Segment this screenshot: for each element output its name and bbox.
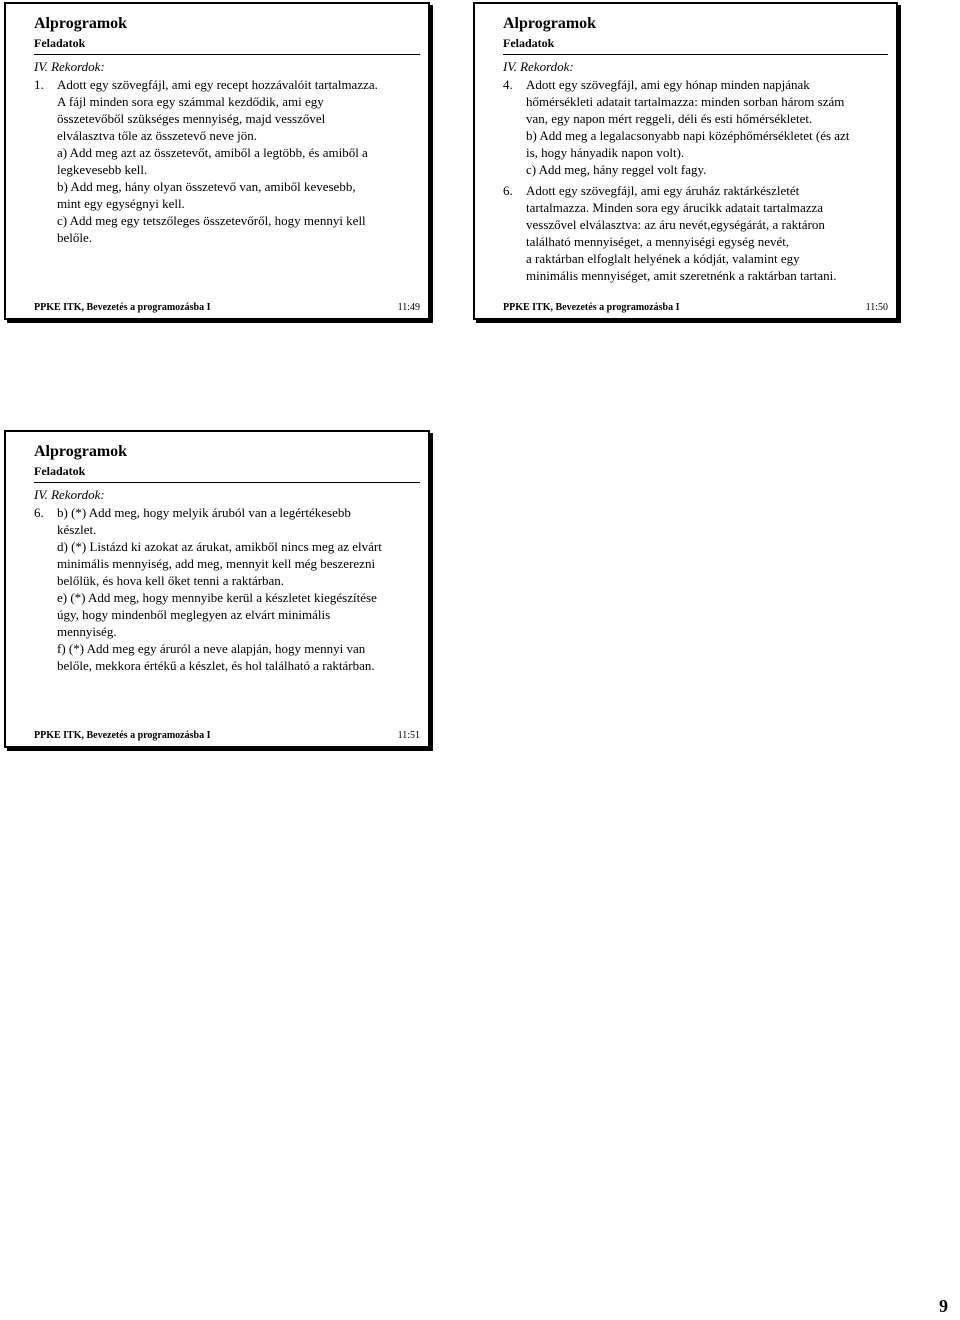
text-line: d) (*) Listázd ki azokat az árukat, amikből nincs meg az elvárt [57, 539, 382, 554]
text-line: a raktárban elfoglalt helyének a kódját, valamint egy [526, 251, 800, 266]
text-line: összetevőből szükséges mennyiség, majd vesszővel [57, 111, 326, 126]
text-line: mennyiség. [57, 624, 117, 639]
slide-11-49 [4, 2, 430, 320]
text-line: mint egy egységnyi kell. [57, 196, 185, 211]
text-line: minimális mennyiség, add meg, mennyit kell még beszerezni [57, 556, 376, 571]
section-heading: IV. Rekordok: [34, 59, 105, 74]
text-line: vesszővel elválasztva: az áru nevét,egységárát, a raktáron [526, 217, 825, 232]
slide-footer [34, 730, 420, 741]
slide-title: Alprogramok [34, 15, 128, 32]
slide-subtitle: Feladatok [503, 36, 555, 50]
slide-subtitle: Feladatok [34, 464, 86, 478]
text-line: minimális mennyiséget, amit szeretnénk a raktárban tartani. [526, 268, 837, 283]
course-label: PPKE ITK, Bevezetés a programozásba I [34, 730, 211, 741]
text-line: található mennyiséget, a mennyiségi egység nevét, [526, 234, 790, 249]
text-line: úgy, hogy mindenből meglegyen az elvárt minimális [57, 607, 331, 622]
slide-footer [503, 302, 888, 313]
slide-title: Alprogramok [34, 443, 128, 460]
slide-body [34, 504, 420, 674]
text-line: Adott egy szövegfájl, ami egy recept hozzávalóit tartalmazza. [57, 77, 378, 92]
exercise-number: 4. [503, 77, 513, 92]
text-line: b) Add meg a legalacsonyabb napi középhőmérsékletet (és azt [526, 128, 850, 143]
slide-11-50 [473, 2, 898, 320]
title-divider [34, 482, 420, 483]
exercise-number: 6. [34, 505, 44, 520]
slide-title: Alprogramok [503, 15, 597, 32]
text-line: belőlük, és hova kell őket tenni a raktárban. [57, 573, 285, 588]
text-line: legkevesebb kell. [57, 162, 148, 177]
course-label: PPKE ITK, Bevezetés a programozásba I [503, 302, 680, 313]
page-number: 9 [939, 1296, 948, 1316]
exercise-item [503, 76, 888, 178]
section-heading: IV. Rekordok: [34, 487, 105, 502]
text-line: b) (*) Add meg, hogy melyik áruból van a legértékesebb [57, 505, 351, 520]
title-divider [503, 54, 888, 55]
text-line: belőle, mekkora értékű a készlet, és hol található a raktárban. [57, 658, 375, 673]
text-line: a) Add meg azt az összetevőt, amiből a legtöbb, és amiből a [57, 145, 368, 160]
slide-timestamp: 11:49 [397, 302, 420, 313]
text-line: tartalmazza. Minden sora egy árucikk adatait tartalmazza [526, 200, 824, 215]
text-line: f) (*) Add meg egy áruról a neve alapján, hogy mennyi van [57, 641, 366, 656]
exercise-item [34, 76, 420, 246]
slide-timestamp: 11:51 [397, 730, 420, 741]
text-line: is, hogy hányadik napon volt). [526, 145, 685, 160]
slide-body [503, 76, 888, 284]
slide-body [34, 76, 420, 246]
exercise-item [34, 504, 420, 674]
course-label: PPKE ITK, Bevezetés a programozásba I [34, 302, 211, 313]
text-line: c) Add meg egy tetszőleges összetevőről, hogy mennyi kell [57, 213, 366, 228]
text-line: Adott egy szövegfájl, ami egy hónap minden napjának [526, 77, 810, 92]
title-divider [34, 54, 420, 55]
slide-footer [34, 302, 420, 313]
text-line: belőle. [57, 230, 93, 245]
text-line: A fájl minden sora egy számmal kezdődik, ami egy [57, 94, 324, 109]
text-line: Adott egy szövegfájl, ami egy áruház raktárkészletét [526, 183, 800, 198]
slide-11-51 [4, 430, 430, 748]
exercise-number: 1. [34, 77, 44, 92]
slide-timestamp: 11:50 [865, 302, 888, 313]
text-line: hőmérsékleti adatait tartalmazza: minden sorban három szám [526, 94, 845, 109]
exercise-item [503, 182, 888, 284]
section-heading: IV. Rekordok: [503, 59, 574, 74]
text-line: e) (*) Add meg, hogy mennyibe kerül a készletet kiegészítése [57, 590, 377, 605]
text-line: elválasztva tőle az összetevő neve jön. [57, 128, 257, 143]
text-line: b) Add meg, hány olyan összetevő van, amiből kevesebb, [57, 179, 356, 194]
text-line: c) Add meg, hány reggel volt fagy. [526, 162, 707, 177]
text-line: van, egy napon mért reggeli, déli és esti hőmérsékletet. [526, 111, 813, 126]
exercise-number: 6. [503, 183, 513, 198]
slide-subtitle: Feladatok [34, 36, 86, 50]
text-line: készlet. [57, 522, 97, 537]
